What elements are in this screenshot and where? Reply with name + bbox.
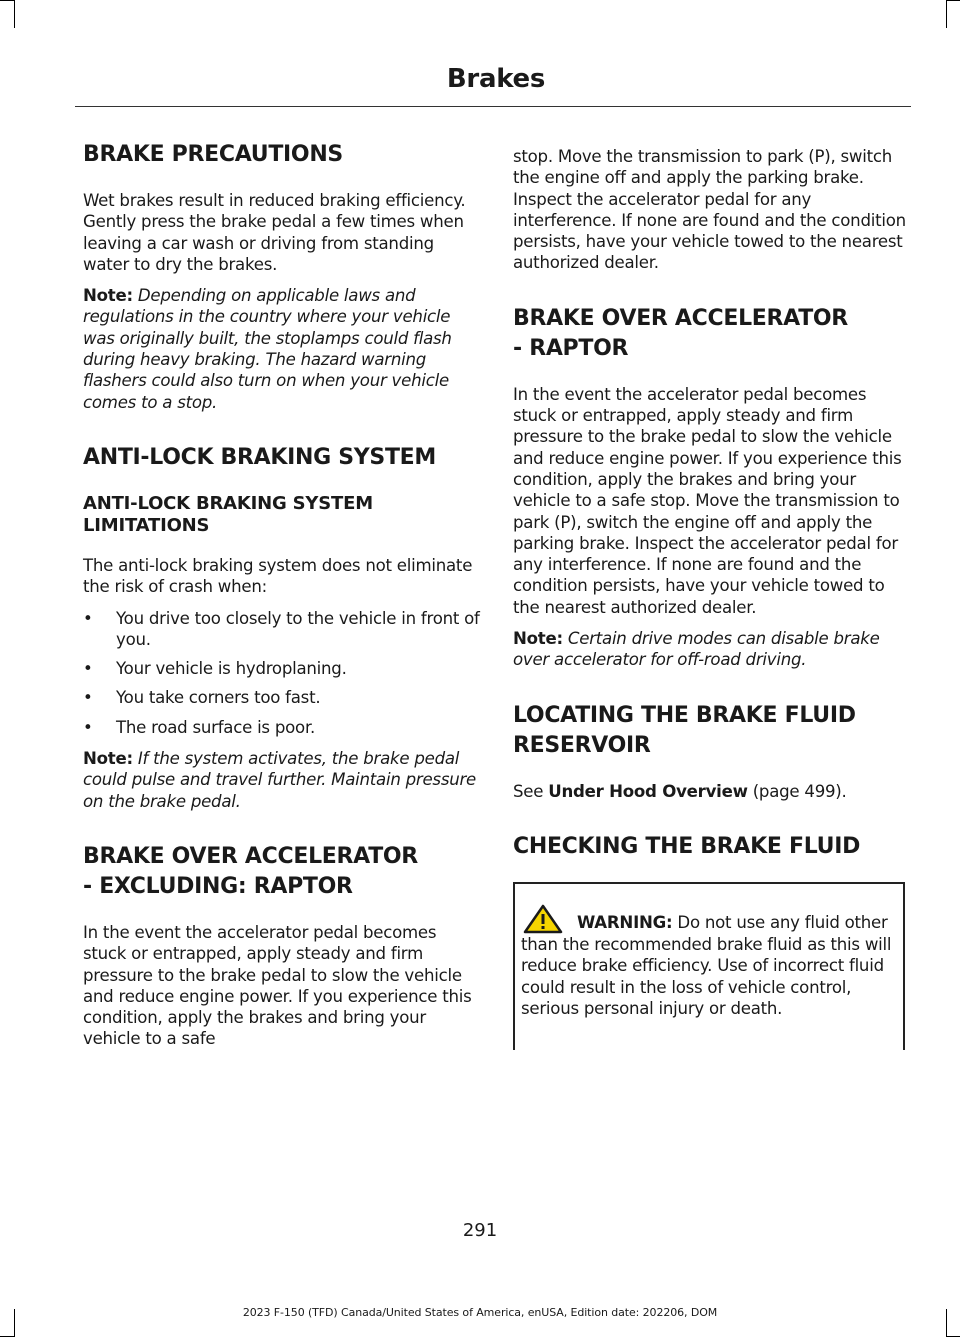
- crop-mark-top-left: [0, 0, 15, 1]
- warning-triangle-icon: [521, 904, 573, 934]
- note-text: If the system activates, the brake pedal could pulse and travel further. Maintain pressure on the brake pedal.: [83, 749, 477, 811]
- paragraph-wet-brakes: Wet brakes result in reduced braking efficiency. Gently press the brake pedal a few times when leaving a car wash or driving from standing water to dry the brakes.: [83, 191, 466, 274]
- list-item: • The road surface is poor.: [83, 717, 316, 737]
- note-label: Note:: [513, 629, 563, 649]
- note-label: Note:: [83, 286, 133, 306]
- heading-brake-precautions: BRAKE PRECAUTIONS: [83, 142, 343, 167]
- right-column: [513, 140, 911, 1050]
- page-header: [75, 62, 911, 107]
- bullet-icon: •: [83, 608, 93, 628]
- note-stoplamps: [83, 285, 481, 413]
- note-text: Depending on applicable laws and regulations in the country where your vehicle was originally built, the stoplamps could flash during heavy braking. The hazard warning flashers could also turn on when your vehicle comes to a stop.: [83, 286, 452, 412]
- warning-label: WARNING:: [577, 912, 673, 932]
- heading-boa-excluding-raptor-line2: - EXCLUDING: RAPTOR: [83, 873, 353, 899]
- edition-footer: 2023 F-150 (TFD) Canada/United States of America, enUSA, Edition date: 202206, DOM: [242, 1306, 718, 1319]
- crop-mark-top-right-v: [946, 0, 947, 28]
- warning-text: [521, 904, 897, 1019]
- note-text: Certain drive modes can disable brake over accelerator for off-road driving.: [513, 629, 880, 670]
- heading-locating-reservoir-line1: LOCATING THE BRAKE FLUID: [513, 702, 856, 728]
- abs-limitations-list: [83, 608, 481, 738]
- bullet-icon: •: [83, 659, 93, 679]
- warning-box: [513, 882, 905, 1050]
- list-item: • You drive too closely to the vehicle in front of you.: [83, 608, 480, 649]
- heading-anti-lock-braking-system: ANTI-LOCK BRAKING SYSTEM: [83, 444, 436, 470]
- crop-mark-top-left-v: [14, 0, 15, 28]
- list-item: • You take corners too fast.: [83, 688, 321, 708]
- bullet-icon: •: [83, 688, 93, 708]
- bullet-icon: •: [83, 717, 93, 737]
- heading-locating-reservoir-line2: RESERVOIR: [513, 732, 651, 758]
- paragraph-boa: In the event the accelerator pedal becomes stuck or entrapped, apply steady and firm pressure to the brake pedal to slow the vehicle and reduce engine power. If you experience this condition, apply the brakes and bring your vehicle to a safe: [83, 922, 472, 1049]
- paragraph-boa-raptor: In the event the accelerator pedal becomes stuck or entrapped, apply steady and firm pressure to the brake pedal to slow the vehicle and reduce engine power. If you experience this condition, apply the brakes and bring your vehicle to a safe stop. Move the transmission to park (P), switch the engine off and apply the parking brake. Inspect the accelerator pedal for any interference. If none are found and the condition persists, have your vehicle towed to the nearest authorized dealer.: [513, 384, 902, 617]
- list-item: • Your vehicle is hydroplaning.: [83, 659, 347, 679]
- heading-boa-raptor-line1: BRAKE OVER ACCELERATOR: [513, 305, 848, 331]
- note-label: Note:: [83, 749, 133, 769]
- heading-boa-raptor-line2: - RAPTOR: [513, 335, 629, 361]
- warning-body: Do not use any fluid other than the recommended brake fluid as this will reduce brake efficiency. Use of incorrect fluid could result in the loss of vehicle control, serious personal injury or death.: [521, 912, 892, 1018]
- page-number: 291: [462, 1220, 498, 1241]
- page-title: Brakes: [446, 64, 545, 94]
- note-system-activates: [83, 748, 481, 812]
- paragraph-abs: The anti-lock braking system does not eliminate the risk of crash when:: [83, 555, 473, 597]
- heading-abs-limitations: ANTI-LOCK BRAKING SYSTEM LIMITATIONS: [83, 492, 373, 536]
- paragraph-boa-continued: stop. Move the transmission to park (P), switch the engine off and apply the parking brake. Inspect the accelerator pedal for any interference. If none are found and the condition persists, have your vehicle towed to the nearest authorized dealer.: [513, 147, 906, 273]
- crop-mark-top-right: [946, 0, 960, 1]
- heading-boa-excluding-raptor-line1: BRAKE OVER ACCELERATOR: [83, 843, 418, 869]
- note-drive-modes: [513, 628, 911, 671]
- cross-reference: See Under Hood Overview (page 499).: [513, 781, 847, 801]
- under-hood-overview-link[interactable]: Under Hood Overview: [548, 781, 748, 801]
- heading-checking-brake-fluid: CHECKING THE BRAKE FLUID: [513, 833, 861, 859]
- left-column: [83, 140, 481, 1060]
